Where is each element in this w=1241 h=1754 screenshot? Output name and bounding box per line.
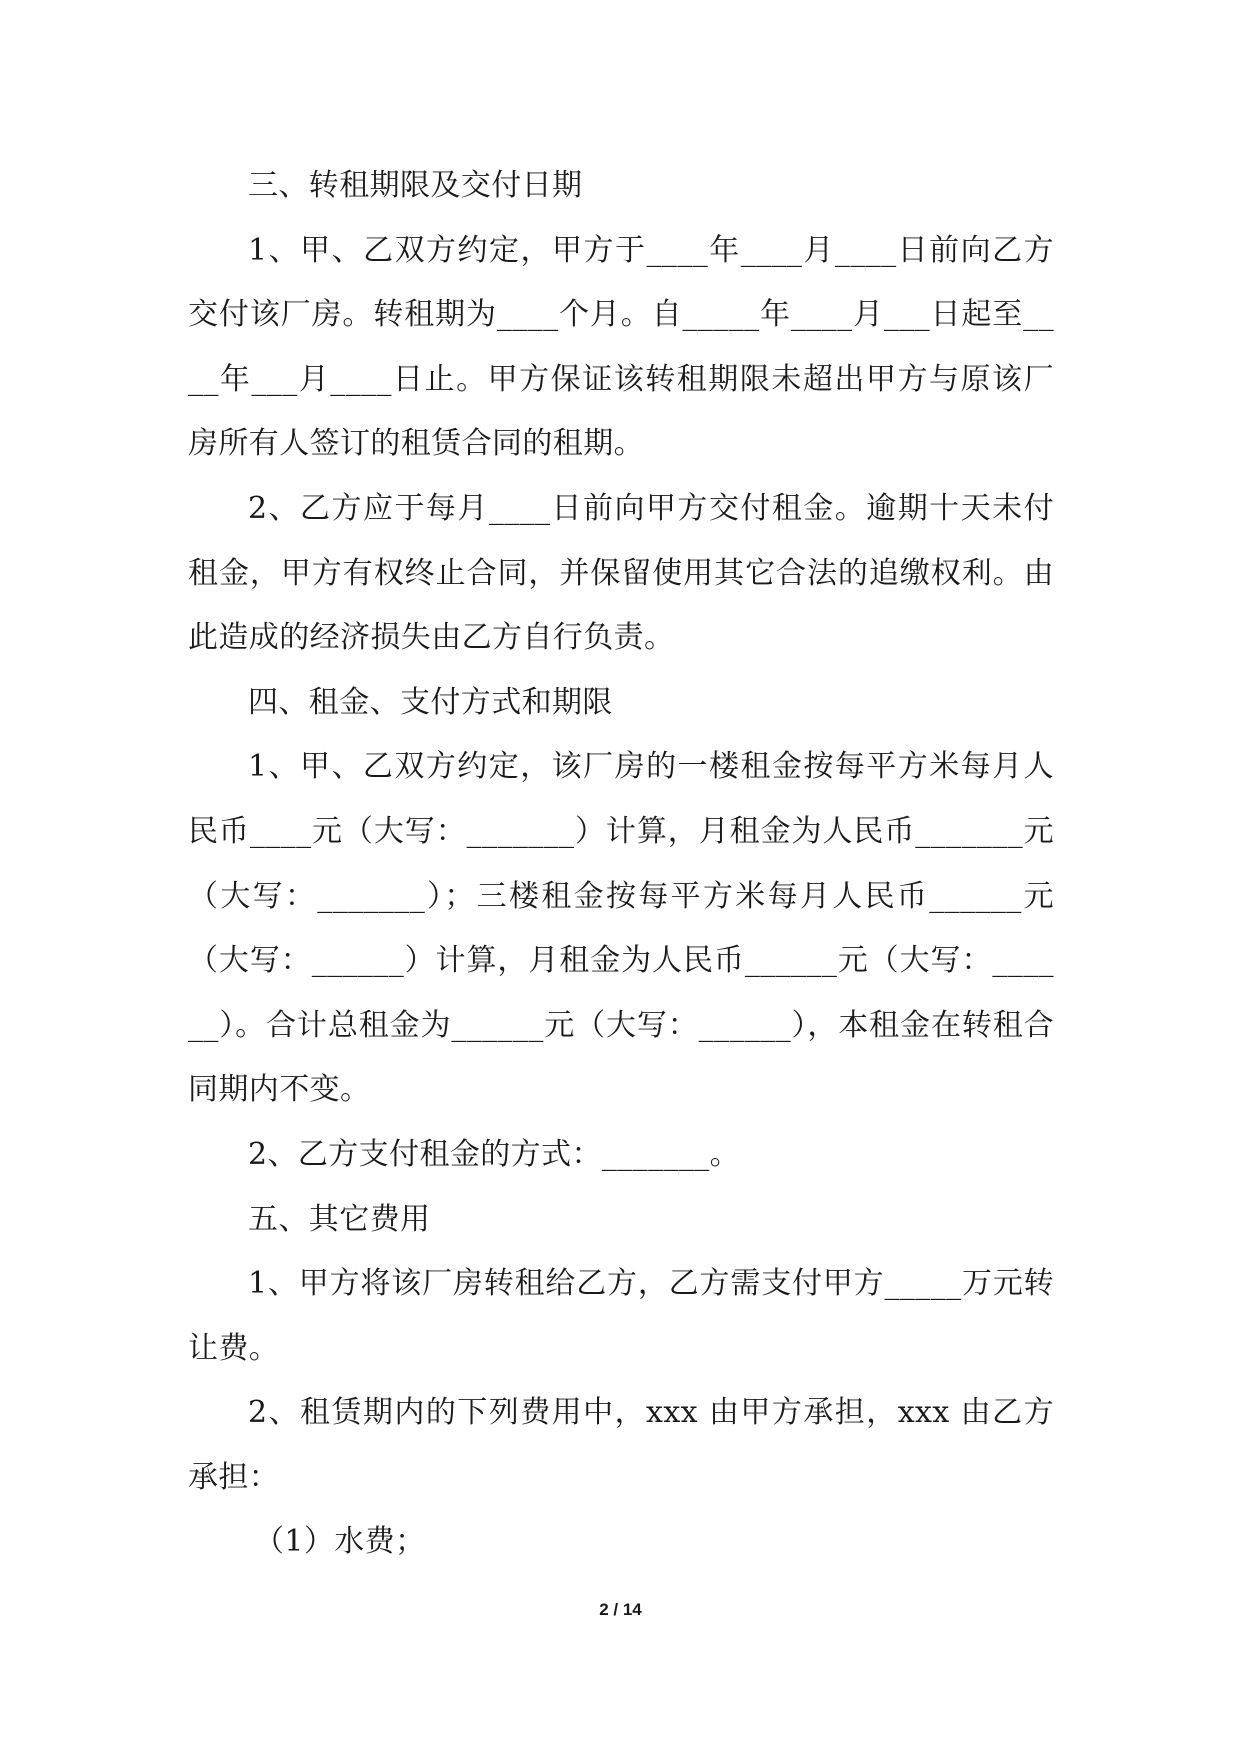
clause-payment-method: 2、乙方支付租金的方式：_______。: [248, 1136, 741, 1172]
document-body: [188, 154, 1054, 1575]
section-heading-other-fees: 五、其它费用: [248, 1201, 431, 1237]
section-heading-lease-term: 三、转租期限及交付日期: [248, 168, 583, 203]
clause-delivery-and-term: 1、甲、乙双方约定，甲方于____年____月____日前向乙方交付该厂房。转租期为____个月。自_____年____月___日起至____年___月____日止。甲方保证该转租期限未超出甲方与原该厂房所有人签订的租赁合同的租期。: [188, 232, 1054, 462]
clause-fee-allocation: 2、租赁期内的下列费用中，xxx 由甲方承担，xxx 由乙方承担：: [188, 1395, 1054, 1495]
clause-transfer-fee: 1、甲方将该厂房转租给乙方，乙方需支付甲方_____万元转让费。: [188, 1266, 1054, 1366]
clause-water-fee: （1）水费；: [254, 1524, 426, 1560]
section-heading-rent-payment: 四、租金、支付方式和期限: [248, 684, 613, 720]
clause-rent-amounts: 1、甲、乙双方约定，该厂房的一楼租金按每平方米每月人民币____元（大写：_______）计算，月租金为人民币_______元（大写：_______）；三楼租金按每平方米每月人民币______元（大写：______）计算，月租金为人民币______元（大写：______）。合计总租金为______元（大写：______），本租金在转租合同期内不变。: [188, 749, 1054, 1108]
page-number: 2 / 14: [599, 1600, 642, 1619]
clause-rent-payment-deadline: 2、乙方应于每月____日前向甲方交付租金。逾期十天未付租金，甲方有权终止合同，并保留使用其它合法的追缴权利。由此造成的经济损失由乙方自行负责。: [188, 490, 1054, 656]
